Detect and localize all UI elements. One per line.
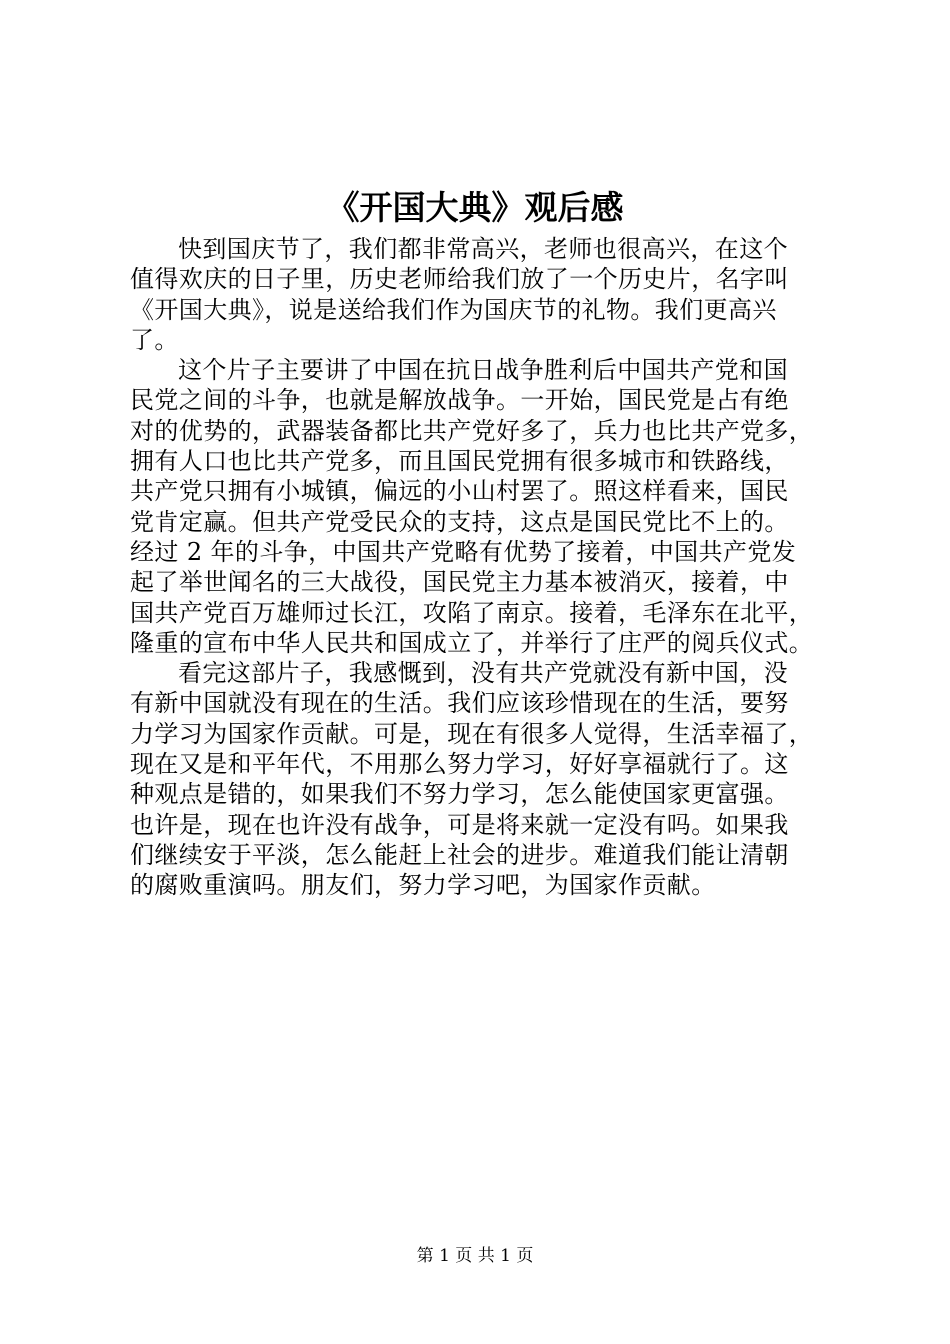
body-line: 对的优势的，武器装备都比共产党好多了，兵力也比共产党多， (130, 416, 814, 445)
body-line: 隆重的宣布中华人民共和国成立了，并举行了庄严的阅兵仪式。 (130, 628, 814, 657)
body-line: 们继续安于平淡，怎么能赶上社会的进步。难道我们能让清朝 (130, 840, 789, 869)
body-line: 《开国大典》，说是送给我们作为国庆节的礼物。我们更高兴 (130, 295, 777, 324)
body-line: 了。 (130, 325, 179, 354)
body-line: 的腐败重演吗。朋友们，努力学习吧，为国家作贡献。 (130, 871, 716, 900)
body-line: 共产党只拥有小城镇，偏远的小山村罢了。照这样看来，国民 (130, 477, 789, 506)
body-line: 民党之间的斗争，也就是解放战争。一开始，国民党是占有绝 (130, 386, 789, 415)
body-line: 看完这部片子，我感慨到，没有共产党就没有新中国，没 (178, 659, 788, 688)
body-line: 力学习为国家作贡献。可是，现在有很多人觉得，生活幸福了， (130, 719, 814, 748)
body-line: 也许是，现在也许没有战争，可是将来就一定没有吗。如果我 (130, 810, 789, 839)
body-line: 起了举世闻名的三大战役，国民党主力基本被消灭，接着，中 (130, 568, 789, 597)
body-line: 党肯定赢。但共产党受民众的支持，这点是国民党比不上的。 (130, 507, 789, 536)
body-line: 种观点是错的，如果我们不努力学习，怎么能使国家更富强。 (130, 780, 789, 809)
body-line: 有新中国就没有现在的生活。我们应该珍惜现在的生活，要努 (130, 689, 789, 718)
page-footer: 第 1 页 共 1 页 (416, 1246, 534, 1266)
document-body (130, 234, 830, 901)
body-line: 经过 2 年的斗争，中国共产党略有优势了接着，中国共产党发 (130, 537, 797, 566)
body-line: 快到国庆节了，我们都非常高兴，老师也很高兴，在这个 (178, 235, 788, 263)
body-line: 这个片子主要讲了中国在抗日战争胜利后中国共产党和国 (178, 356, 788, 385)
body-line: 国共产党百万雄师过长江，攻陷了南京。接着，毛泽东在北平， (130, 598, 814, 627)
document-title: 《开国大典》观后感 (326, 188, 624, 227)
body-line: 值得欢庆的日子里，历史老师给我们放了一个历史片，名字叫 (130, 265, 789, 294)
body-line: 拥有人口也比共产党多，而且国民党拥有很多城市和铁路线， (130, 447, 789, 476)
body-line: 现在又是和平年代，不用那么努力学习，好好享福就行了。这 (130, 750, 789, 779)
